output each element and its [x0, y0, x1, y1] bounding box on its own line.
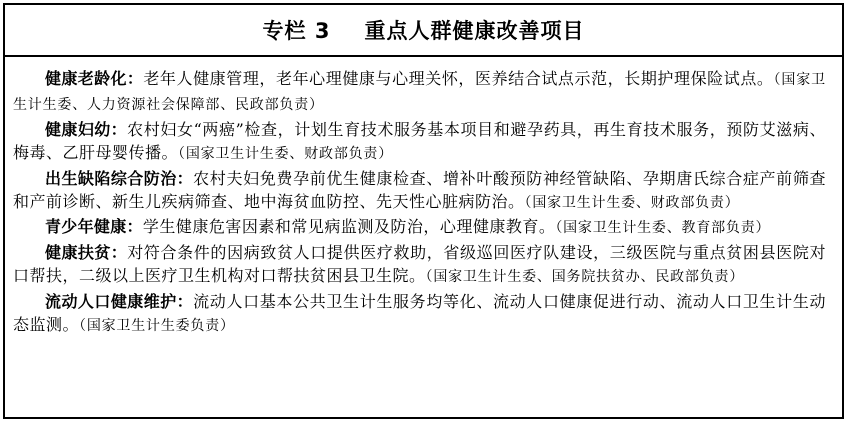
item-maternal-child: [13, 118, 826, 167]
item-heading: 青少年健康：: [45, 217, 143, 237]
item-body: 学生健康危害因素和常见病监测及防治，心理健康教育。: [142, 217, 556, 237]
column-title-text: 重点人群健康改善项目: [364, 19, 585, 43]
item-responsible: （国家卫生计生委、财政部负责）: [524, 195, 740, 212]
item-birth-defects: [13, 167, 826, 216]
item-body: 流动人口基本公共卫生计生服务均等化、流动人口健康促进行动、流动人口卫生计生动态监测。: [13, 291, 826, 335]
item-heading: 健康老龄化：: [45, 69, 144, 88]
item-poverty-health: [13, 241, 826, 290]
item-youth-health: [13, 215, 826, 240]
item-responsible: （国家卫生计生委、人力资源社会保障部、民政部负责）: [13, 72, 826, 114]
item-body: 老年人健康管理，老年心理健康与心理关怀，医养结合试点示范，长期护理保险试点。: [143, 69, 774, 88]
column-label: 专栏 3: [262, 19, 331, 43]
item-body: 农村妇女“两癌”检查，计划生育技术服务基本项目和避孕药具，再生育技术服务，预防艾滋病、梅毒、乙肝母婴传播。: [13, 119, 826, 163]
item-responsible: （国家卫生计生委、财政部负责）: [178, 146, 394, 163]
item-responsible: （国家卫生计生委、国务院扶贫办、民政部负责）: [425, 269, 745, 286]
column-content: [5, 57, 842, 338]
item-heading: 健康妇幼：: [45, 119, 128, 139]
column-box: [3, 3, 844, 419]
item-heading: 流动人口健康维护：: [45, 291, 194, 311]
item-responsible: （国家卫生计生委、教育部负责）: [555, 220, 771, 237]
item-healthy-aging: [13, 67, 826, 118]
item-heading: 出生缺陷综合防治：: [45, 168, 194, 188]
column-header: [5, 5, 842, 57]
item-responsible: （国家卫生计生委负责）: [79, 318, 235, 335]
column-title: [263, 15, 585, 45]
item-heading: 健康扶贫：: [45, 242, 128, 262]
item-body: 对符合条件的因病致贫人口提供医疗救助，省级巡回医疗队建设，三级医院与重点贫困县医院对口帮扶，二级以上医疗卫生机构对口帮扶贫困县卫生院。: [13, 242, 826, 286]
item-migrant-health: [13, 290, 826, 339]
item-body: 农村夫妇免费孕前优生健康检查、增补叶酸预防神经管缺陷、孕期唐氏综合症产前筛查和产前诊断、新生儿疾病筛查、地中海贫血防控、先天性心脏病防治。: [13, 168, 826, 212]
